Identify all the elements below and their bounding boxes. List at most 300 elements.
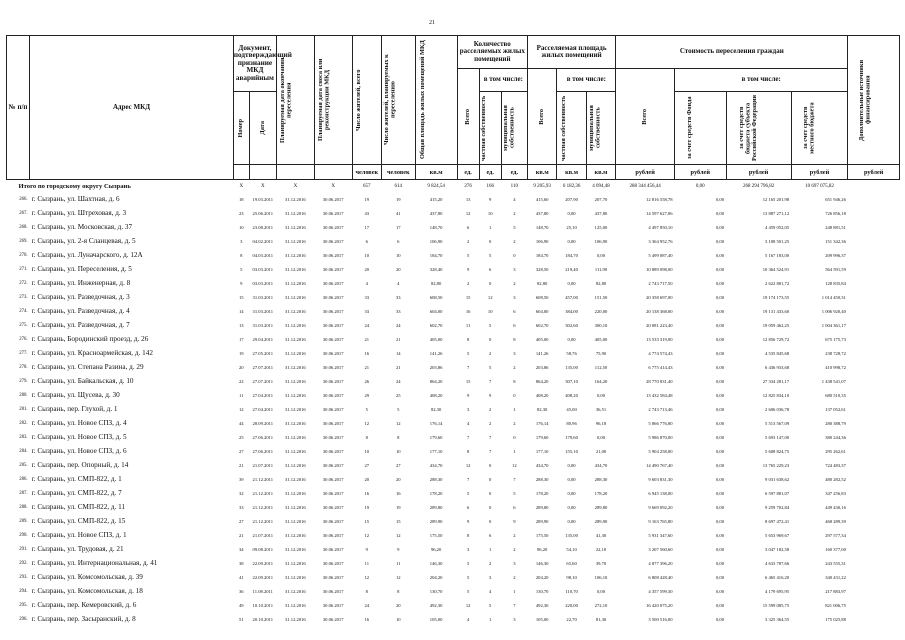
- row-cell: 30.06.2017: [322, 476, 344, 482]
- row-cell: 22: [238, 378, 244, 384]
- row-cell: 27.07.2011: [252, 364, 274, 370]
- row-cell: 16: [465, 308, 471, 314]
- row-cell: 5 513 567,09: [765, 420, 790, 426]
- row-cell: 44: [238, 420, 244, 426]
- row-cell: 5: [513, 224, 516, 230]
- row-address: г. Сызрань, ул. Московская, д. 37: [31, 223, 133, 231]
- row-cell: 98,10: [566, 574, 577, 580]
- row-cell: 0,00: [715, 434, 724, 440]
- row-cell: 11: [239, 392, 244, 398]
- row-cell: 13 432 584,48: [646, 392, 673, 398]
- row-cell: 726 856,18: [825, 210, 846, 216]
- row-cell: 19: [364, 504, 370, 510]
- row-address: г. Сызрань, ул. 2-я Сланцевая, д. 5: [31, 237, 136, 245]
- row-cell: 4: [489, 588, 492, 594]
- row-cell: 175 025,88: [825, 616, 846, 622]
- total-cell: 0,00: [695, 183, 705, 189]
- row-cell: 43: [364, 210, 370, 216]
- row-cell: 0,00: [567, 462, 576, 468]
- row-cell: 9 163 765,80: [648, 518, 673, 524]
- total-cell: 10 697 075,82: [805, 183, 834, 189]
- row-cell: 8: [513, 336, 516, 342]
- row-cell: 179,60: [429, 434, 443, 440]
- row-cell: 7: [513, 476, 516, 482]
- row-cell: 12: [396, 532, 401, 538]
- row-cell: 30.06.2017: [322, 532, 344, 538]
- row-cell: 10: [396, 252, 401, 258]
- planned-demolition-header: Планируемая дата сноса или реконструкции МКД: [314, 36, 352, 165]
- table-row: [7, 584, 900, 598]
- total-cell: 288 344 456,44: [629, 183, 661, 189]
- row-cell: 289,90: [429, 518, 443, 524]
- row-cell: 176,14: [535, 420, 549, 426]
- row-cell: 6: [513, 504, 516, 510]
- row-cell: 2: [513, 546, 516, 552]
- table-row: [7, 444, 900, 458]
- row-number: 272.: [19, 280, 28, 286]
- row-cell: 3: [513, 616, 516, 622]
- row-cell: 21: [238, 462, 244, 468]
- total-cell: 166: [486, 183, 494, 189]
- count-group-header: Количество расселяемых жилых помещений: [457, 36, 527, 69]
- cost-including-header: в том числе:: [675, 69, 848, 92]
- row-cell: 207,90: [565, 196, 578, 202]
- row-cell: 289,80: [594, 504, 608, 510]
- row-cell: 5 167 183,00: [765, 252, 790, 258]
- row-cell: 19: [396, 196, 401, 202]
- row-cell: 106,90: [429, 238, 443, 244]
- row-cell: 12: [364, 574, 370, 580]
- row-cell: 25: [396, 392, 401, 398]
- row-cell: 0: [489, 518, 492, 524]
- row-cell: [848, 290, 900, 304]
- row-cell: 289,90: [535, 518, 549, 524]
- row-cell: 328,40: [429, 266, 443, 272]
- doc-number-header: Номер: [233, 92, 249, 165]
- row-cell: 96,18: [595, 420, 607, 426]
- row-cell: 31.12.2016: [285, 602, 306, 608]
- area-header: Общая площадь жилых помещений МКД: [415, 36, 457, 165]
- row-cell: 9: [489, 392, 492, 398]
- row-cell: 160 377,00: [825, 546, 846, 552]
- row-cell: 184,70: [535, 252, 549, 258]
- row-cell: 2 606 036,78: [765, 406, 790, 412]
- row-cell: [848, 556, 900, 570]
- row-cell: 31.12.2016: [285, 308, 306, 314]
- row-cell: 31.12.2016: [285, 490, 306, 496]
- row-cell: 288,30: [535, 476, 549, 482]
- row-cell: 31.03.2011: [252, 308, 274, 314]
- row-cell: [848, 444, 900, 458]
- row-address: г. Сызрань, ул. Луначарского, д. 12А: [31, 251, 143, 259]
- row-address: г. Сызрань, ул. Штреховая, д. 3: [31, 209, 127, 217]
- unit-cell: рублей: [616, 165, 675, 180]
- row-cell: 137 052,61: [825, 406, 846, 412]
- row-cell: 14: [396, 350, 401, 356]
- row-cell: [848, 262, 900, 276]
- row-cell: 288,30: [429, 476, 443, 482]
- row-cell: 3 047 182,58: [765, 546, 790, 552]
- row-cell: 30.06.2017: [322, 616, 344, 622]
- row-cell: 8: [467, 448, 470, 454]
- row-cell: 31.12.2016: [285, 350, 306, 356]
- row-cell: 405,00: [535, 336, 549, 342]
- row-cell: [848, 430, 900, 444]
- unit-cell: кв.м: [415, 165, 457, 180]
- row-cell: 31.12.2016: [285, 532, 306, 538]
- row-cell: 0: [489, 462, 492, 468]
- row-cell: 24: [364, 322, 370, 328]
- row-cell: 2 622 881,72: [765, 280, 790, 286]
- row-cell: 2: [489, 420, 492, 426]
- row-cell: 449 430,16: [825, 504, 846, 510]
- row-cell: 21.07.2011: [252, 462, 274, 468]
- row-cell: 13 533 319,00: [646, 336, 673, 342]
- row-address: г. Сызрань, ул. Трудовая, д. 21: [31, 545, 124, 553]
- row-cell: 33: [364, 294, 370, 300]
- row-number: 284.: [19, 448, 28, 454]
- row-cell: 0,00: [715, 490, 724, 496]
- row-cell: 6: [365, 238, 368, 244]
- row-cell: 608,50: [535, 294, 549, 300]
- row-cell: 30.06.2017: [322, 392, 344, 398]
- row-cell: 0: [489, 336, 492, 342]
- row-cell: 203,86: [429, 364, 443, 370]
- row-cell: 25.06.2011: [252, 210, 274, 216]
- row-cell: 30.06.2017: [322, 294, 344, 300]
- row-cell: 82,80: [430, 280, 442, 286]
- row-address: г. Сызрань, ул. Переселения, д. 5: [31, 265, 132, 273]
- total-cell: 4 094,48: [592, 183, 610, 189]
- cost-local-header: за счет средств местного бюджета: [791, 92, 848, 165]
- row-cell: 468 289,39: [825, 518, 846, 524]
- row-cell: 1: [513, 406, 516, 412]
- row-cell: 9: [467, 266, 470, 272]
- row-cell: 564 591,59: [825, 266, 846, 272]
- row-address: г. Сызрань, ул. Разведочная, д. 4: [31, 307, 130, 315]
- row-cell: 6 465 416,20: [765, 574, 790, 580]
- row-cell: 5 986 870,00: [648, 434, 673, 440]
- row-cell: 0,00: [715, 280, 724, 286]
- row-cell: 5: [397, 406, 400, 412]
- row-cell: 5: [489, 252, 492, 258]
- total-cell: 9 824,54: [427, 183, 445, 189]
- row-cell: 6: [489, 266, 492, 272]
- row-cell: 12: [512, 462, 517, 468]
- row-cell: 82,80: [537, 280, 548, 286]
- table-row: [7, 430, 900, 444]
- row-cell: 0,00: [715, 322, 724, 328]
- row-number: 271.: [19, 266, 28, 272]
- row-address: г. Сызрань, ул. Байкальская, д. 10: [31, 377, 134, 385]
- row-cell: 2: [513, 420, 516, 426]
- row-cell: 9: [513, 518, 516, 524]
- page-number: 21: [429, 20, 435, 26]
- row-number: 288.: [19, 504, 28, 510]
- row-cell: 15: [238, 294, 244, 300]
- row-cell: 1: [489, 224, 492, 230]
- row-cell: 30.06.2017: [322, 504, 344, 510]
- row-cell: 220,00: [565, 602, 578, 608]
- row-cell: 16: [364, 616, 370, 622]
- row-cell: 1 004 361,17: [821, 322, 846, 328]
- row-cell: 9: [467, 518, 470, 524]
- total-label: Итого по городскому округу Сызрань: [18, 182, 131, 190]
- row-cell: 0,00: [715, 546, 724, 552]
- row-cell: 30.06.2017: [322, 602, 344, 608]
- row-number: 277.: [19, 350, 28, 356]
- row-cell: 3 108 501,25: [765, 238, 790, 244]
- row-cell: [848, 388, 900, 402]
- total-row: [7, 180, 900, 193]
- row-cell: 82,30: [430, 406, 442, 412]
- total-cell: 110: [510, 183, 518, 189]
- row-cell: 111,90: [594, 266, 608, 272]
- row-cell: [848, 360, 900, 374]
- row-cell: 2: [513, 238, 516, 244]
- row-cell: 9: [467, 392, 470, 398]
- row-cell: 6: [467, 224, 470, 230]
- row-cell: 434,70: [594, 462, 608, 468]
- row-cell: 54,10: [566, 546, 577, 552]
- row-cell: [848, 248, 900, 262]
- row-cell: 0,00: [715, 602, 724, 608]
- row-cell: 12: [364, 532, 370, 538]
- row-cell: 0,00: [567, 336, 576, 342]
- row-address: г. Сызрань, ул. Комсомольская, д. 18: [31, 587, 143, 595]
- row-cell: [848, 346, 900, 360]
- row-cell: 10: [396, 448, 401, 454]
- row-cell: 5 693 147,00: [765, 434, 790, 440]
- row-cell: 217 883,97: [825, 588, 846, 594]
- row-cell: 410 998,72: [825, 364, 846, 370]
- row-cell: 30.06.2017: [322, 350, 344, 356]
- row-cell: 297 577,34: [825, 532, 846, 538]
- row-cell: 96,20: [537, 546, 548, 552]
- row-cell: 3: [513, 560, 516, 566]
- row-cell: 0,00: [715, 448, 724, 454]
- row-cell: 347 256,83: [825, 490, 846, 496]
- row-cell: 5 653 969,67: [765, 532, 790, 538]
- row-cell: 31.12.2016: [285, 392, 306, 398]
- row-address: г. Сызрань, ул. Интернациональная, д. 41: [31, 559, 158, 567]
- row-cell: 0,00: [715, 392, 724, 398]
- row-cell: 31.12.2016: [285, 210, 306, 216]
- row-number: 279.: [19, 378, 28, 384]
- row-cell: 5: [467, 490, 470, 496]
- row-cell: 0,00: [567, 280, 576, 286]
- row-cell: 29: [364, 392, 370, 398]
- row-cell: 0,00: [715, 224, 724, 230]
- total-cell: 268 294 796,82: [742, 183, 775, 189]
- row-cell: 219,40: [565, 266, 578, 272]
- row-cell: 178,20: [429, 490, 443, 496]
- row-cell: 0,00: [596, 434, 606, 440]
- table-row: [7, 514, 900, 528]
- row-cell: 20: [364, 476, 370, 482]
- row-cell: 602,70: [535, 322, 549, 328]
- row-cell: 457,00: [565, 294, 578, 300]
- row-cell: 0,00: [567, 476, 576, 482]
- table-row: [7, 360, 900, 374]
- row-cell: 33: [364, 308, 370, 314]
- row-cell: 30.06.2017: [322, 420, 344, 426]
- row-cell: 21: [364, 364, 370, 370]
- count-private-header: частная собственность: [479, 92, 501, 165]
- row-cell: 130,70: [535, 588, 549, 594]
- row-cell: 13 887 271,12: [762, 210, 790, 216]
- row-cell: 8: [397, 588, 400, 594]
- row-cell: 6: [513, 308, 516, 314]
- row-cell: 6 436 933,68: [765, 364, 790, 370]
- row-cell: 0,00: [715, 588, 724, 594]
- area-total-header: Всего: [527, 69, 556, 165]
- row-number: 269.: [19, 238, 28, 244]
- row-cell: 7: [489, 434, 492, 440]
- row-cell: 27.04.2011: [252, 406, 274, 412]
- table-row: [7, 374, 900, 388]
- row-cell: 21.12.2011: [252, 504, 274, 510]
- row-cell: 1 006 920,40: [821, 308, 846, 314]
- row-cell: 243 555,31: [825, 560, 846, 566]
- row-cell: 0,00: [715, 308, 724, 314]
- row-cell: 6: [513, 322, 516, 328]
- row-cell: 26: [364, 378, 370, 384]
- row-number: 276.: [19, 336, 28, 342]
- row-cell: [848, 332, 900, 346]
- row-cell: 81,30: [595, 616, 607, 622]
- row-cell: 0,00: [715, 364, 724, 370]
- row-cell: 30.06.2017: [322, 448, 344, 454]
- row-cell: 30.06.2017: [322, 252, 344, 258]
- row-cell: 27.06.2011: [252, 434, 274, 440]
- row-cell: 5 608 824,75: [765, 448, 790, 454]
- row-cell: 408,20: [565, 392, 578, 398]
- row-address: г. Сызрань, ул. Комсомольская, д. 39: [31, 573, 143, 581]
- row-cell: 11.08.2011: [252, 588, 273, 594]
- row-cell: 32: [238, 490, 244, 496]
- row-address: г. Сызрань, ул. Степана Разина, д. 29: [31, 363, 144, 371]
- row-cell: 28.09.2011: [252, 420, 274, 426]
- row-number: 290.: [19, 532, 28, 538]
- row-cell: 175,50: [429, 532, 443, 538]
- row-cell: 30.06.2017: [322, 434, 344, 440]
- row-cell: 130,70: [429, 588, 443, 594]
- area-group-header: Расселяемая площадь жилых помещений: [527, 36, 615, 69]
- doc-date-header: Дата: [249, 92, 276, 165]
- row-cell: 821 006,75: [825, 602, 846, 608]
- row-cell: 41,30: [595, 532, 607, 538]
- row-cell: 30.06.2017: [322, 588, 344, 594]
- row-cell: 10: [364, 448, 370, 454]
- row-cell: [848, 416, 900, 430]
- row-cell: 151,50: [594, 294, 608, 300]
- row-cell: 0,00: [567, 238, 576, 244]
- row-cell: 22.09.2011: [252, 574, 274, 580]
- row-cell: [848, 500, 900, 514]
- row-cell: 151 342,36: [825, 238, 846, 244]
- row-cell: 30.06.2017: [322, 336, 344, 342]
- row-cell: 155,10: [565, 448, 578, 454]
- table-row: [7, 486, 900, 500]
- table-row: [7, 262, 900, 276]
- row-cell: 80,96: [566, 420, 577, 426]
- row-number: 294.: [19, 588, 28, 594]
- row-cell: 340 431,22: [825, 574, 846, 580]
- area-municipal-header: муниципальная собственность: [586, 92, 615, 165]
- row-cell: 20: [396, 266, 401, 272]
- row-number: 287.: [19, 490, 28, 496]
- row-cell: 31.12.2016: [285, 504, 306, 510]
- row-cell: 10.10.2011: [252, 602, 274, 608]
- count-total-header: Всего: [457, 69, 479, 165]
- row-cell: 164,20: [594, 378, 608, 384]
- row-cell: [848, 570, 900, 584]
- row-cell: 0: [489, 490, 492, 496]
- row-cell: 31.12.2016: [285, 434, 306, 440]
- row-address: г. Сызрань, ул. СМП-822, д. 1: [31, 475, 122, 483]
- row-cell: 31.12.2016: [285, 420, 306, 426]
- row-cell: 0,00: [715, 350, 724, 356]
- table-row: [7, 598, 900, 612]
- table-row: [7, 346, 900, 360]
- row-cell: 238 728,72: [825, 350, 846, 356]
- row-cell: 220,00: [594, 308, 608, 314]
- row-cell: 21,00: [595, 448, 607, 454]
- row-cell: [848, 598, 900, 612]
- row-cell: 0,00: [596, 588, 606, 594]
- row-cell: 209 996,37: [825, 252, 846, 258]
- table-row: [7, 612, 900, 626]
- row-cell: 28 770 831,40: [646, 378, 673, 384]
- row-cell: [848, 318, 900, 332]
- unit-cell: ед.: [457, 165, 479, 180]
- row-cell: 604,00: [535, 308, 549, 314]
- row-cell: 6: [397, 238, 400, 244]
- row-cell: 8: [240, 252, 243, 258]
- row-cell: [848, 402, 900, 416]
- row-cell: 75,90: [595, 350, 607, 356]
- row-cell: 4: [513, 196, 516, 202]
- row-cell: 141,26: [535, 350, 549, 356]
- row-cell: 724 483,37: [825, 462, 846, 468]
- row-cell: 9: [397, 546, 400, 552]
- row-address: г. Сызрань, пер. Кемеровский, д. 6: [31, 601, 137, 609]
- row-cell: 82,30: [537, 406, 548, 412]
- row-cell: 22,70: [566, 616, 577, 622]
- row-cell: 0,00: [715, 406, 724, 412]
- row-cell: 0,00: [715, 518, 724, 524]
- row-cell: 30.06.2017: [322, 322, 344, 328]
- row-cell: 1: [489, 616, 492, 622]
- row-cell: 480 282,52: [825, 476, 846, 482]
- row-cell: 0: [489, 238, 492, 244]
- row-cell: 17: [238, 336, 244, 342]
- row-number: 267.: [19, 210, 28, 216]
- row-cell: 0,00: [567, 504, 576, 510]
- row-cell: 5 866 776,80: [648, 420, 673, 426]
- row-cell: 31.12.2016: [285, 364, 306, 370]
- table-row: [7, 542, 900, 556]
- row-cell: 12: [364, 420, 370, 426]
- row-number: 273.: [19, 294, 28, 300]
- row-cell: 19: [364, 196, 370, 202]
- row-cell: 2: [513, 210, 516, 216]
- row-cell: 16: [364, 350, 370, 356]
- row-cell: 21: [396, 336, 401, 342]
- row-cell: 21.12.2011: [252, 518, 274, 524]
- row-number: 270.: [19, 252, 28, 258]
